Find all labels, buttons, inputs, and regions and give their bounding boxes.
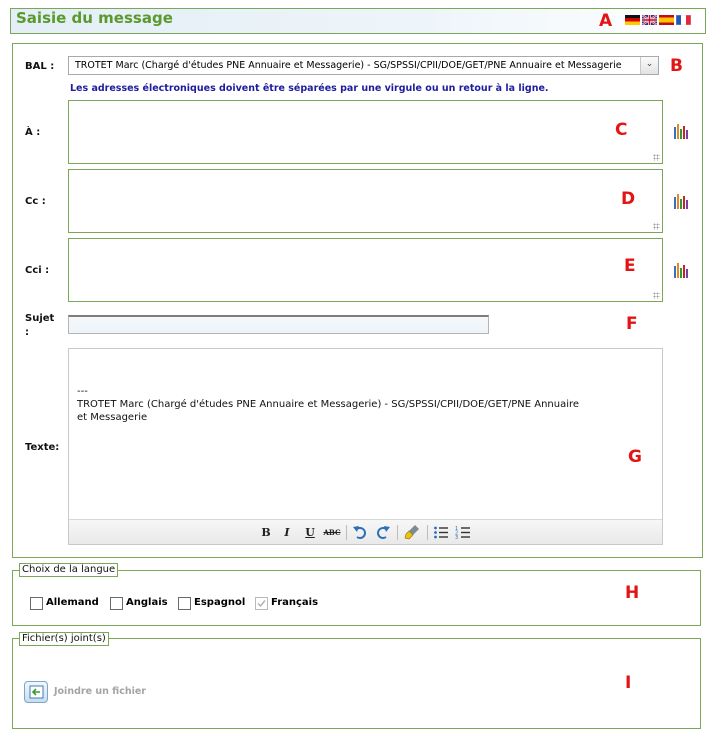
marker-g: G xyxy=(628,447,642,467)
french-flag-icon[interactable] xyxy=(676,15,691,25)
checkbox-allemand[interactable] xyxy=(30,597,43,610)
attachments-legend: Fichier(s) joint(s) xyxy=(19,632,109,646)
text-label: Texte: xyxy=(25,442,60,453)
message-editor[interactable] xyxy=(68,348,663,545)
page-title: Saisie du message xyxy=(16,9,173,27)
checkbox-label-espagnol: Espagnol xyxy=(194,597,246,608)
cc-field[interactable] xyxy=(68,169,663,233)
uk-flag-icon[interactable] xyxy=(642,15,657,25)
language-flags xyxy=(625,15,691,25)
language-legend: Choix de la langue xyxy=(19,563,118,577)
toolbar-separator xyxy=(346,525,347,540)
checkbox-anglais[interactable] xyxy=(110,597,123,610)
marker-h: H xyxy=(625,583,640,603)
subject-input[interactable] xyxy=(68,315,489,334)
signature-line: et Messagerie xyxy=(77,412,148,423)
checkbox-label-allemand: Allemand xyxy=(46,597,99,608)
underline-button[interactable]: U xyxy=(305,526,315,539)
resize-grip-icon[interactable] xyxy=(653,223,660,230)
bullet-list-icon[interactable] xyxy=(433,525,449,540)
to-label: À : xyxy=(25,127,41,138)
editor-toolbar xyxy=(69,519,662,544)
cc-label: Cc : xyxy=(25,196,46,207)
undo-icon[interactable] xyxy=(352,525,368,540)
address-hint: Les adresses électroniques doivent être séparées par une virgule ou un retour à la ligne. xyxy=(70,83,549,94)
strikethrough-button[interactable]: ABC xyxy=(323,528,341,537)
svg-text:3: 3 xyxy=(455,535,459,540)
chevron-down-icon[interactable]: ⌄ xyxy=(640,57,658,74)
marker-c: C xyxy=(615,120,628,140)
bcc-field[interactable] xyxy=(68,238,663,302)
marker-i: I xyxy=(625,673,632,693)
redo-icon[interactable] xyxy=(375,525,391,540)
bold-button[interactable]: B xyxy=(261,526,271,539)
signature-line: TROTET Marc (Chargé d'études PNE Annuaire et Messagerie) - SG/SPSSI/CPII/DOE/GET/PNE Annuaire xyxy=(77,399,580,410)
bcc-label: Cci : xyxy=(25,265,50,276)
german-flag-icon[interactable] xyxy=(625,15,640,25)
bal-label: BAL : xyxy=(25,61,55,72)
attach-file-button[interactable]: Joindre un fichier xyxy=(54,686,146,697)
checkbox-label-francais: Français xyxy=(271,597,319,608)
address-book-icon[interactable] xyxy=(673,121,690,141)
resize-grip-icon[interactable] xyxy=(653,292,660,299)
bal-select[interactable] xyxy=(68,56,659,75)
checkbox-label-anglais: Anglais xyxy=(126,597,168,608)
attachments-fieldset xyxy=(12,638,701,729)
bal-selected-value: TROTET Marc (Chargé d'études PNE Annuaire et Messagerie) - SG/SPSSI/CPII/DOE/GET/PNE Annuaire et Messagerie xyxy=(75,60,622,71)
to-field[interactable] xyxy=(68,100,663,164)
resize-grip-icon[interactable] xyxy=(653,154,660,161)
check-icon xyxy=(256,598,267,609)
subject-label-colon: : xyxy=(25,327,29,338)
italic-button[interactable]: I xyxy=(284,526,290,539)
marker-f: F xyxy=(626,314,638,334)
address-book-icon[interactable] xyxy=(673,260,690,280)
marker-d: D xyxy=(621,189,636,209)
numbered-list-icon[interactable] xyxy=(455,525,471,540)
checkbox-francais[interactable] xyxy=(255,597,268,610)
editor-content[interactable] xyxy=(77,385,655,424)
marker-a: A xyxy=(599,11,613,31)
toolbar-separator xyxy=(427,525,428,540)
attach-file-icon[interactable] xyxy=(24,681,48,703)
toolbar-separator xyxy=(397,525,398,540)
address-book-icon[interactable] xyxy=(673,191,690,211)
spanish-flag-icon[interactable] xyxy=(659,15,674,25)
marker-e: E xyxy=(624,256,636,276)
svg-text:2: 2 xyxy=(455,530,459,537)
clean-icon[interactable] xyxy=(404,524,421,540)
checkbox-espagnol[interactable] xyxy=(178,597,191,610)
svg-text:1: 1 xyxy=(455,526,459,532)
subject-label: Sujet xyxy=(25,313,55,324)
marker-b: B xyxy=(670,56,683,76)
signature-separator: --- xyxy=(77,386,88,397)
